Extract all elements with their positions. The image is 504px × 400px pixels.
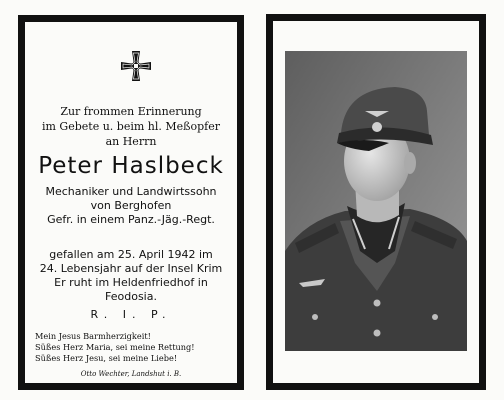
dedication-line: an Herrn — [105, 135, 157, 148]
description-text — [25, 185, 237, 227]
dedication-line: im Gebete u. beim hl. Meßopfer — [41, 120, 220, 133]
death-notice-line: gefallen am 25. April 1942 im — [49, 248, 213, 261]
dedication-line: Zur frommen Erinnerung — [60, 105, 202, 118]
prayer-line: Süßes Herz Jesu, sei meine Liebe! — [35, 353, 178, 363]
death-notice-line: Er ruht im Heldenfriedhof in — [54, 276, 208, 289]
soldier-portrait-illustration — [285, 51, 467, 351]
dedication-text — [25, 104, 237, 149]
printer-credit: Otto Wechter, Landshut i. B. — [80, 370, 182, 378]
iron-cross-icon — [119, 49, 153, 83]
death-notice-line: Feodosia. — [105, 290, 157, 303]
description-line: Mechaniker und Landwirtssohn — [45, 185, 217, 198]
photo-panel-inner — [273, 21, 479, 383]
description-line: von Berghofen — [90, 199, 172, 212]
deceased-name: Peter Haslbeck — [38, 153, 224, 179]
prayer-line: Süßes Herz Maria, sei meine Rettung! — [35, 342, 195, 352]
memorial-card-photo-panel — [266, 14, 486, 390]
prayer-line: Mein Jesus Barmherzigkeit! — [35, 331, 151, 341]
death-notice-line: 24. Lebensjahr auf der Insel Krim — [39, 262, 223, 275]
death-notice — [25, 248, 237, 304]
text-panel-inner — [25, 22, 237, 383]
rip-text: R. I. P. — [90, 308, 172, 321]
soldier-portrait-photo — [285, 51, 467, 351]
memorial-card-text-panel — [18, 15, 244, 390]
prayer-lines — [35, 331, 195, 364]
description-line: Gefr. in einem Panz.-Jäg.-Regt. — [47, 213, 215, 226]
